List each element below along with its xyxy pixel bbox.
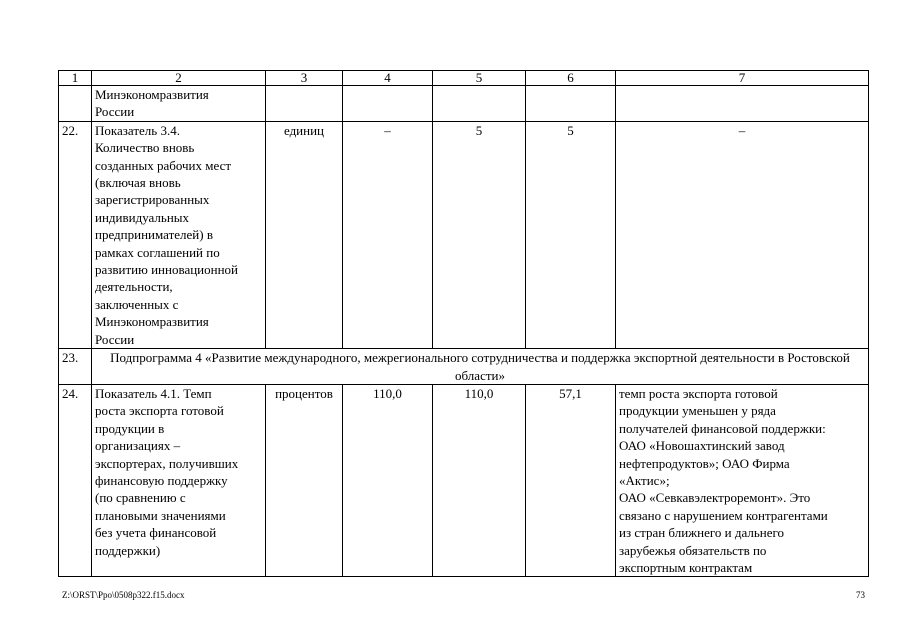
value-cell: 5 bbox=[433, 121, 526, 348]
value-cell: – bbox=[343, 121, 433, 348]
row-number bbox=[59, 86, 92, 122]
value-cell: 57,1 bbox=[526, 384, 616, 576]
report-table bbox=[58, 70, 869, 577]
table-row bbox=[59, 121, 869, 348]
unit-cell: единиц bbox=[266, 121, 343, 348]
header-cell: 6 bbox=[526, 71, 616, 86]
value-cell bbox=[433, 86, 526, 122]
subprogram-title-cell: Подпрограмма 4 «Развитие международного, межрегионального сотрудничества и поддержка экспортной деятельности в Ростовской области» bbox=[92, 349, 869, 385]
header-cell: 4 bbox=[343, 71, 433, 86]
unit-cell bbox=[266, 86, 343, 122]
comment-cell: – bbox=[616, 121, 869, 348]
value-cell bbox=[343, 86, 433, 122]
header-cell: 5 bbox=[433, 71, 526, 86]
header-cell: 2 bbox=[92, 71, 266, 86]
table-row bbox=[59, 86, 869, 122]
table-row bbox=[59, 384, 869, 576]
indicator-cell: Показатель 4.1. Темп роста экспорта готовой продукции в организациях – экспортерах, получивших финансовую поддержку (по сравнению с плановыми значениями без учета финансовой поддержки) bbox=[92, 384, 266, 576]
page-number: 73 bbox=[856, 590, 865, 600]
row-number: 22. bbox=[59, 121, 92, 348]
indicator-cell: Показатель 3.4. Количество вновь созданных рабочих мест (включая вновь зарегистрированных индивидуальных предпринимателей) в рамках соглашений по развитию инновационной деятельности, заключенных с Минэкономразвития России bbox=[92, 121, 266, 348]
column-number-header-row bbox=[59, 71, 869, 86]
row-number: 23. bbox=[59, 349, 92, 385]
row-number: 24. bbox=[59, 384, 92, 576]
value-cell: 5 bbox=[526, 121, 616, 348]
indicator-cell: Минэкономразвития России bbox=[92, 86, 266, 122]
file-path: Z:\ORST\Ppo\0508p322.f15.docx bbox=[62, 590, 185, 600]
value-cell bbox=[526, 86, 616, 122]
header-cell: 1 bbox=[59, 71, 92, 86]
header-cell: 7 bbox=[616, 71, 869, 86]
comment-cell bbox=[616, 86, 869, 122]
value-cell: 110,0 bbox=[343, 384, 433, 576]
header-cell: 3 bbox=[266, 71, 343, 86]
comment-cell: темп роста экспорта готовой продукции уменьшен у ряда получателей финансовой поддержки: ОАО «Новошахтинский завод нефтепродуктов»; ОАО Фирма «Актис»; ОАО «Севкавэлектроремонт». Это связано с нарушением контрагентами из стран ближнего и дальнего зарубежья обязательств по экспортным контрактам bbox=[616, 384, 869, 576]
value-cell: 110,0 bbox=[433, 384, 526, 576]
unit-cell: процентов bbox=[266, 384, 343, 576]
table-row bbox=[59, 349, 869, 385]
